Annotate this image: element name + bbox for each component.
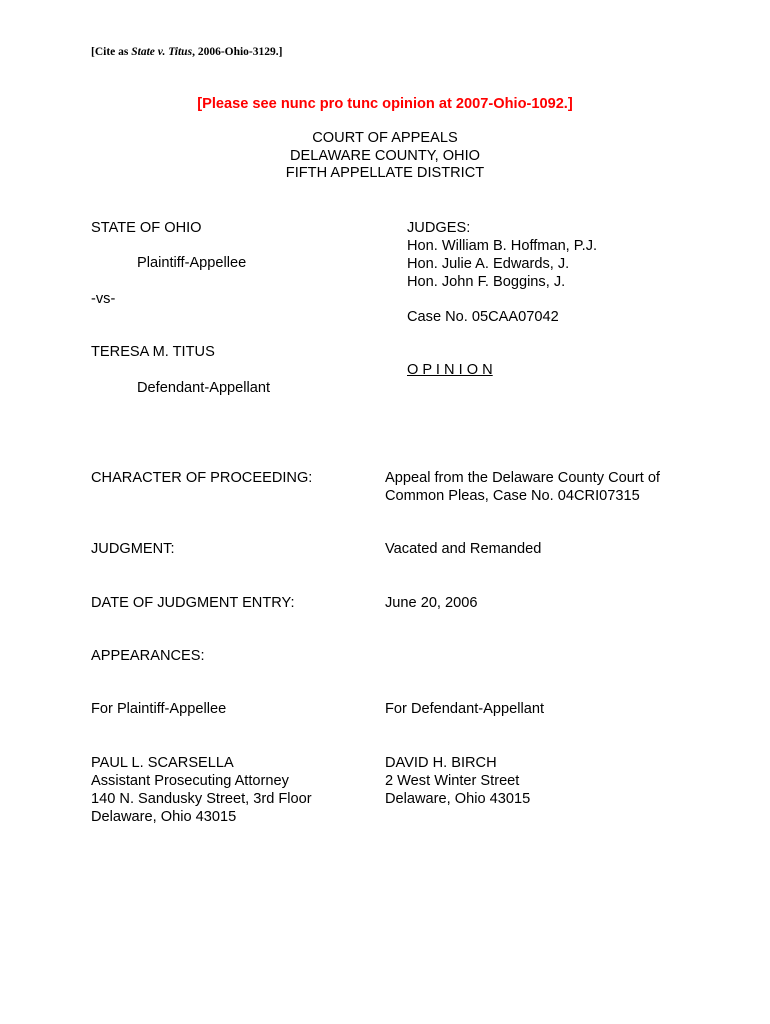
proceeding-label: CHARACTER OF PROCEEDING: (91, 470, 313, 486)
defendant-name: TERESA M. TITUS (91, 344, 215, 360)
court-heading (0, 130, 770, 183)
judge-item: Hon. Julie A. Edwards, J. (407, 256, 570, 272)
proceeding-value-line1: Appeal from the Delaware County Court of (385, 470, 660, 486)
defendant-counsel-city: Delaware, Ohio 43015 (385, 791, 531, 807)
versus-label: -vs- (91, 291, 116, 307)
citation-case-name: State v. Titus (131, 46, 193, 58)
defendant-counsel-street: 2 West Winter Street (385, 773, 520, 789)
plaintiff-appellee-label: For Plaintiff-Appellee (91, 701, 227, 717)
court-name: COURT OF APPEALS (312, 130, 458, 146)
defendant-counsel-name: DAVID H. BIRCH (385, 755, 497, 771)
case-number: Case No. 05CAA07042 (407, 309, 559, 325)
defendant-appellant-label: For Defendant-Appellant (385, 701, 545, 717)
court-district: FIFTH APPELLATE DISTRICT (285, 165, 485, 182)
court-county: DELAWARE COUNTY, OHIO (289, 147, 481, 164)
plaintiff-counsel-street: 140 N. Sandusky Street, 3rd Floor (91, 791, 312, 807)
plaintiff-counsel-city: Delaware, Ohio 43015 (91, 809, 237, 825)
judge-item: Hon. John F. Boggins, J. (407, 274, 566, 290)
defendant-role: Defendant-Appellant (137, 380, 271, 396)
citation-prefix: [Cite as (91, 46, 132, 58)
citation-line (91, 43, 282, 61)
judgment-value: Vacated and Remanded (385, 541, 542, 557)
judges-heading: JUDGES: (407, 220, 471, 236)
judgment-entry-date-label: DATE OF JUDGMENT ENTRY: (91, 595, 295, 611)
proceeding-value-line2: Common Pleas, Case No. 04CRI07315 (385, 488, 640, 504)
judge-item: Hon. William B. Hoffman, P.J. (407, 238, 598, 254)
plaintiff-name: STATE OF OHIO (91, 220, 202, 236)
plaintiff-counsel-name: PAUL L. SCARSELLA (91, 755, 234, 771)
judgment-label: JUDGMENT: (91, 541, 175, 557)
appearances-heading: APPEARANCES: (91, 648, 205, 664)
judgment-entry-date-value: June 20, 2006 (385, 595, 478, 611)
opinion-heading: O P I N I O N (407, 362, 493, 378)
citation-suffix: , 2006-Ohio-3129.] (192, 46, 283, 58)
plaintiff-counsel-title: Assistant Prosecuting Attorney (91, 773, 289, 789)
nunc-pro-tunc-notice: [Please see nunc pro tunc opinion at 2007-Ohio-1092.] (197, 96, 573, 112)
plaintiff-role: Plaintiff-Appellee (137, 255, 247, 271)
